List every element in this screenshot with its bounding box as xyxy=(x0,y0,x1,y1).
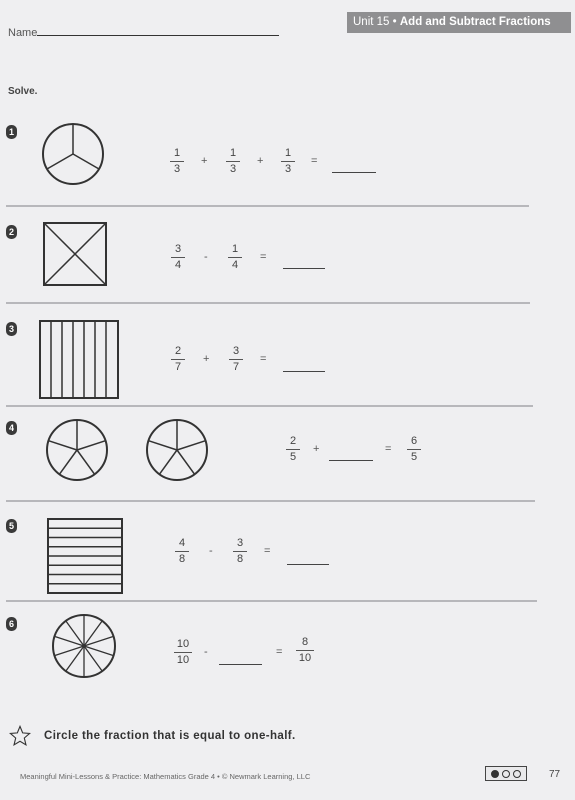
fraction: 3 7 xyxy=(229,345,243,374)
fraction: 1 3 xyxy=(281,147,295,176)
operator: = xyxy=(260,353,267,365)
fraction: 10 10 xyxy=(174,638,192,667)
fraction: 2 5 xyxy=(286,435,300,464)
operator: = xyxy=(385,443,392,455)
unit-bullet: • xyxy=(392,16,397,28)
fraction: 1 4 xyxy=(228,243,242,272)
answer-blank[interactable] xyxy=(283,371,325,372)
operator: + xyxy=(313,443,320,455)
divider xyxy=(6,500,535,502)
challenge-instruction: Circle the fraction that is equal to one-half. xyxy=(44,730,296,742)
operator: - xyxy=(204,646,208,658)
difficulty-level-indicator xyxy=(485,766,527,781)
solve-instruction: Solve. xyxy=(8,86,38,97)
fraction: 2 7 xyxy=(171,345,185,374)
fraction: 1 3 xyxy=(226,147,240,176)
star-icon xyxy=(9,725,31,747)
problem-number-4: 4 xyxy=(6,421,17,435)
unit-banner xyxy=(347,12,571,33)
unit-label: Unit 15 xyxy=(353,16,390,28)
circle-fifths-figure xyxy=(45,418,109,482)
operator: + xyxy=(203,353,210,365)
answer-blank[interactable] xyxy=(283,268,325,269)
operator: - xyxy=(209,545,213,557)
fraction: 1 3 xyxy=(170,147,184,176)
level-dot-filled xyxy=(491,770,499,778)
fraction: 6 5 xyxy=(407,435,421,464)
problem-number-5: 5 xyxy=(6,519,17,533)
operator: = xyxy=(264,545,271,557)
problem-number-6: 6 xyxy=(6,617,17,631)
circle-thirds-figure xyxy=(41,122,105,186)
name-line[interactable] xyxy=(37,35,279,36)
divider xyxy=(6,205,529,207)
rectangle-eighths-figure xyxy=(47,518,123,594)
page-number: 77 xyxy=(549,769,561,780)
square-fourths-figure xyxy=(43,222,107,286)
divider xyxy=(6,600,537,602)
problem-number-3: 3 xyxy=(6,322,17,336)
fraction: 8 10 xyxy=(296,636,314,665)
circle-fifths-figure xyxy=(145,418,209,482)
answer-blank[interactable] xyxy=(329,460,373,461)
operator: - xyxy=(204,251,208,263)
operator: + xyxy=(257,155,264,167)
unit-title: Add and Subtract Fractions xyxy=(399,16,551,28)
divider xyxy=(6,405,533,407)
operator: + xyxy=(201,155,208,167)
fraction: 3 4 xyxy=(171,243,185,272)
footer-credit: Meaningful Mini-Lessons & Practice: Mathematics Grade 4 • © Newmark Learning, LLC xyxy=(20,772,311,781)
operator: = xyxy=(311,155,318,167)
level-dot-empty xyxy=(502,770,510,778)
operator: = xyxy=(260,251,267,263)
name-label: Name xyxy=(8,27,38,39)
answer-blank[interactable] xyxy=(287,564,329,565)
problem-number-2: 2 xyxy=(6,225,17,239)
answer-blank[interactable] xyxy=(219,664,262,665)
answer-blank[interactable] xyxy=(332,172,376,173)
problem-number-1: 1 xyxy=(6,125,17,139)
level-dot-empty xyxy=(513,770,521,778)
circle-tenths-figure xyxy=(51,613,117,679)
divider xyxy=(6,302,530,304)
operator: = xyxy=(276,646,283,658)
fraction: 4 8 xyxy=(175,537,189,566)
fraction: 3 8 xyxy=(233,537,247,566)
rectangle-sevenths-figure xyxy=(39,320,119,399)
